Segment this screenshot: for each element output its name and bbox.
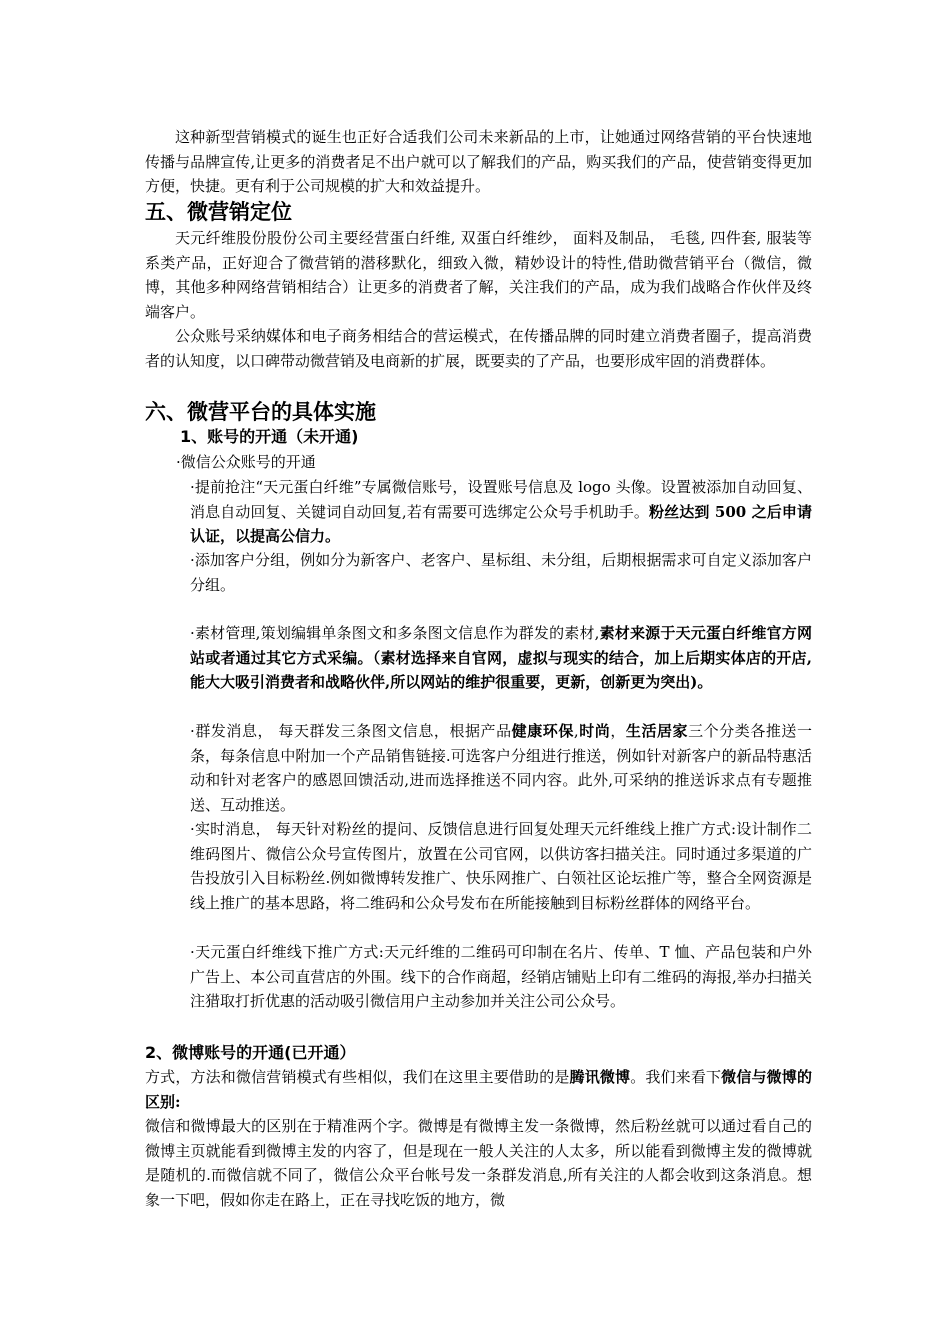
section-heading-6: 六、微营平台的具体实施 [145,400,376,424]
subheading-weibo: 2、微博账号的开通(已开通） [145,1043,356,1062]
bullet-broadcast [190,719,812,817]
wechat-label: ·微信公众账号的开通 [176,453,316,471]
weibo-intro [145,1065,812,1114]
bullet-realtime: ·实时消息， 每天针对粉丝的提问、反馈信息进行回复处理天元纤维线上推广方式:设计制作二维码图片、微信公众号宣传图片，放置在公司官网，以供访客扫描关注。同时通过多渠道的广告投放引入目标粉丝.例如微博转发推广、快乐网推广、白领社区论坛推广等，整合全网资源是线上推广的基本思路，将二维码和公众号发布在所能接触到目标粉丝群体的网络平台。 [190,820,812,912]
subheading-account-open: 1、账号的开通（未开通) [180,427,359,446]
category-health: 健康环保 [511,722,574,740]
bullet-register-text: ·提前抢注“天元蛋白纤维”专属微信账号，设置账号信息及 logo 头像。设置被添加自动回复、消息自动回复、关键词自动回复,若有需要可选绑定公众号手机助手。 [190,478,812,521]
bullet-register-bold: 粉丝达到 500 之后申请认证，以提高公信力。 [190,502,812,545]
bullet-groups: ·添加客户分组，例如分为新客户、老客户、星标组、未分组，后期根据需求可自定义添加客户分组。 [190,551,812,594]
bullet-broadcast-text: ·群发消息， 每天群发三条图文信息，根据产品 [190,722,512,740]
positioning-paragraph-1: 天元纤维股份股份公司主要经营蛋白纤维, 双蛋白纤维纱， 面料及制品， 毛毯, 四件套, 服装等系类产品，正好迎合了微营销的潜移默化，细致入微，精妙设计的特性,借助微营销平台（微信，微博，其他多种网络营销相结合）让更多的消费者了解，关注我们的产品，成为我们战略合作伙伴及终端客户。 [145,229,812,321]
bullet-broadcast-rest: 三个分类各推送一条，每条信息中附加一个产品销售链接.可选客户分组进行推送，例如针对新客户的新品特惠活动和针对老客户的感恩回馈活动,进而选择推送不同内容。此外,可采纳的推送诉求点有专题推送、互动推送。 [190,722,812,814]
separator: , [573,722,579,740]
positioning-paragraph-2: 公众账号采纳媒体和电子商务相结合的营运模式，在传播品牌的同时建立消费者圈子，提高消费者的认知度，以口碑带动微营销及电商新的扩展，既要卖的了产品，也要形成牢固的消费群体。 [145,327,812,370]
weibo-comparison: 微信和微博最大的区别在于精准两个字。微博是有微博主发一条微博，然后粉丝就可以通过看自己的微博主页就能看到微博主发的内容了，但是现在一般人关注的人太多，所以能看到微博主发的微博就是随机的.而微信就不同了，微信公众平台帐号发一条群发消息,所有关注的人都会收到这条消息。想象一下吧，假如你走在路上，正在寻找吃饭的地方，微 [145,1117,812,1209]
bullet-offline: ·天元蛋白纤维线下推广方式:天元纤维的二维码可印制在名片、传单、T 恤、产品包装和户外广告上、本公司直营店的外围。线下的合作商超，经销店铺贴上印有二维码的海报,举办扫描关注猎取打折优惠的活动吸引微信用户主动参加并关注公司公众号。 [190,943,812,1010]
category-home: 生活居家 [625,722,689,740]
bullet-register [190,475,812,549]
intro-paragraph: 这种新型营销模式的诞生也正好合适我们公司未来新品的上市，让她通过网络营销的平台快速地传播与品牌宣传,让更多的消费者足不出户就可以了解我们的产品，购买我们的产品，使营销变得更加方便，快捷。更有利于公司规模的扩大和效益提升。 [145,128,812,195]
weibo-intro-text: 方式，方法和微信营销模式有些相似，我们在这里主要借助的是 [145,1068,570,1086]
difference-title: 微信与微博的区别: [145,1068,812,1111]
tencent-weibo: 腾讯微博 [569,1068,631,1086]
section-heading-5: 五、微营销定位 [145,200,292,224]
bullet-material-text: ·素材管理,策划编辑单条图文和多条图文信息作为群发的素材, [190,624,600,642]
bullet-material-bold: 素材来源于天元蛋白纤维官方网站或者通过其它方式采编。（素材选择来自官网，虚拟与现实的结合，加上后期实体店的开店,能大大吸引消费者和战略伙伴,所以网站的维护很重要，更新，创新更为突出)。 [190,624,812,691]
bullet-material [190,621,812,695]
category-fashion: 时尚 [578,722,611,740]
weibo-intro-text-2: 。我们来看下 [630,1068,722,1086]
separator: ， [610,722,626,740]
